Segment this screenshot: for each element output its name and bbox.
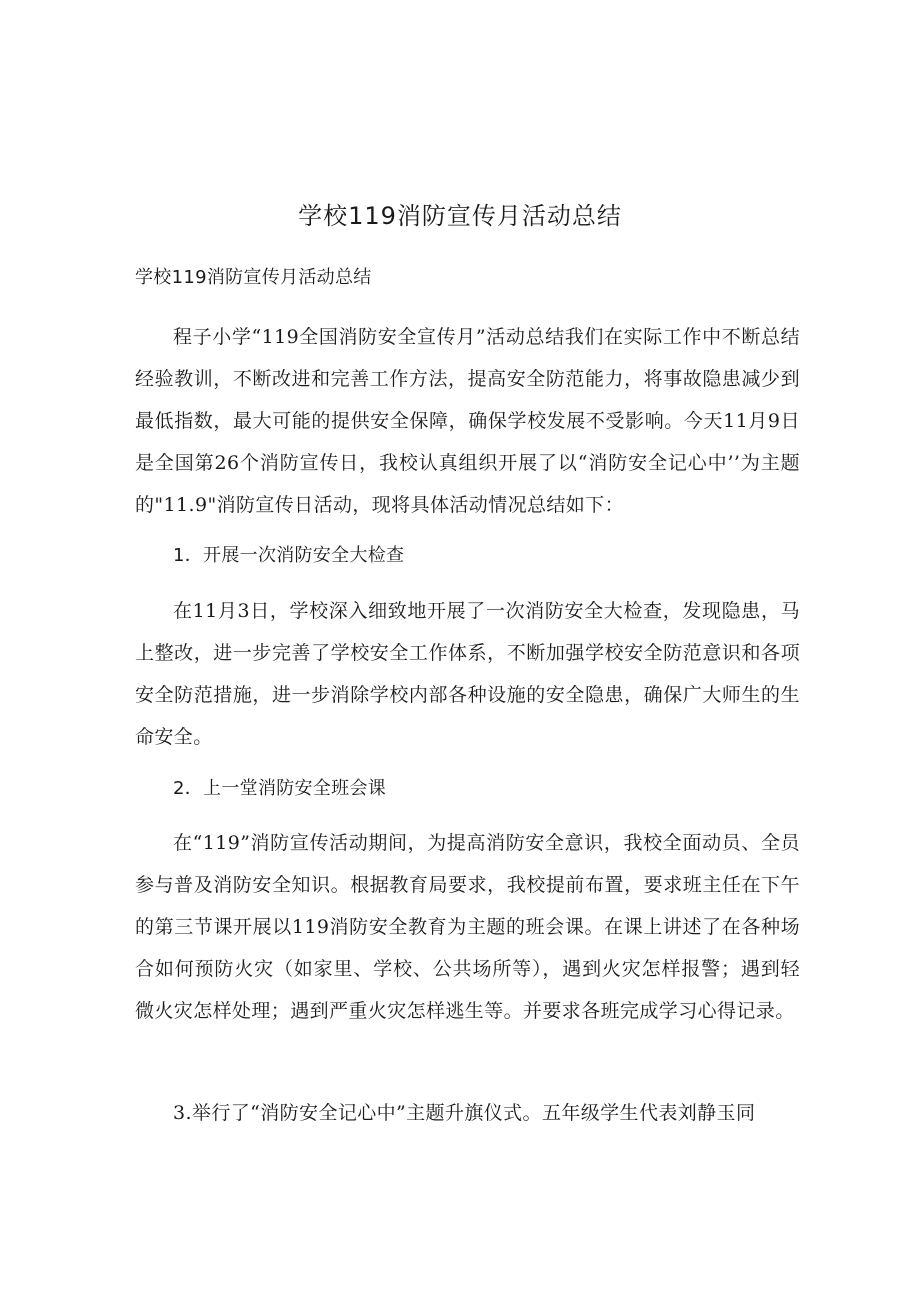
intro-paragraph: 程子小学“119全国消防安全宣传月”活动总结我们在实际工作中不断总结经验教训，不断改进和完善工作方法，提高安全防范能力，将事故隐患减少到最低指数，最大可能的提供安全保障，确保学校发展不受影响。今天11月9日是全国第26个消防宣传日，我校认真组织开展了以“消防安全记心中’’为主题的"11.9"消防宣传日活动，现将具体活动情况总结如下： — [135, 326, 800, 516]
section-2-paragraph: 在“119”消防宣传活动期间，为提高消防安全意识，我校全面动员、全员参与普及消防安全知识。根据教育局要求，我校提前布置，要求班主任在下午的第三节课开展以119消防安全教育为主题的班会课。在课上讲述了在各种场合如何预防火灾（如家里、学校、公共场所等），遇到火灾怎样报警；遇到轻微火灾怎样处理；遇到严重火灾怎样逃生等。并要求各班完成学习心得记录。 — [135, 832, 800, 1022]
document-title: 学校119消防宣传月活动总结 — [298, 202, 622, 230]
section-1-paragraph: 在11月3日，学校深入细致地开展了一次消防安全大检查，发现隐患，马上整改，进一步完善了学校安全工作体系，不断加强学校安全防范意识和各项安全防范措施，进一步消除学校内部各种设施的安全隐患，确保广大师生的生命安全。 — [135, 600, 800, 748]
section-3-paragraph: 3.举行了“消防安全记心中”主题升旗仪式。五年级学生代表刘静玉同 — [173, 1102, 756, 1124]
section-1-heading: 1．开展一次消防安全大检查 — [173, 545, 405, 566]
document-subtitle: 学校119消防宣传月活动总结 — [135, 267, 372, 288]
section-2-heading: 2．上一堂消防安全班会课 — [173, 778, 387, 799]
